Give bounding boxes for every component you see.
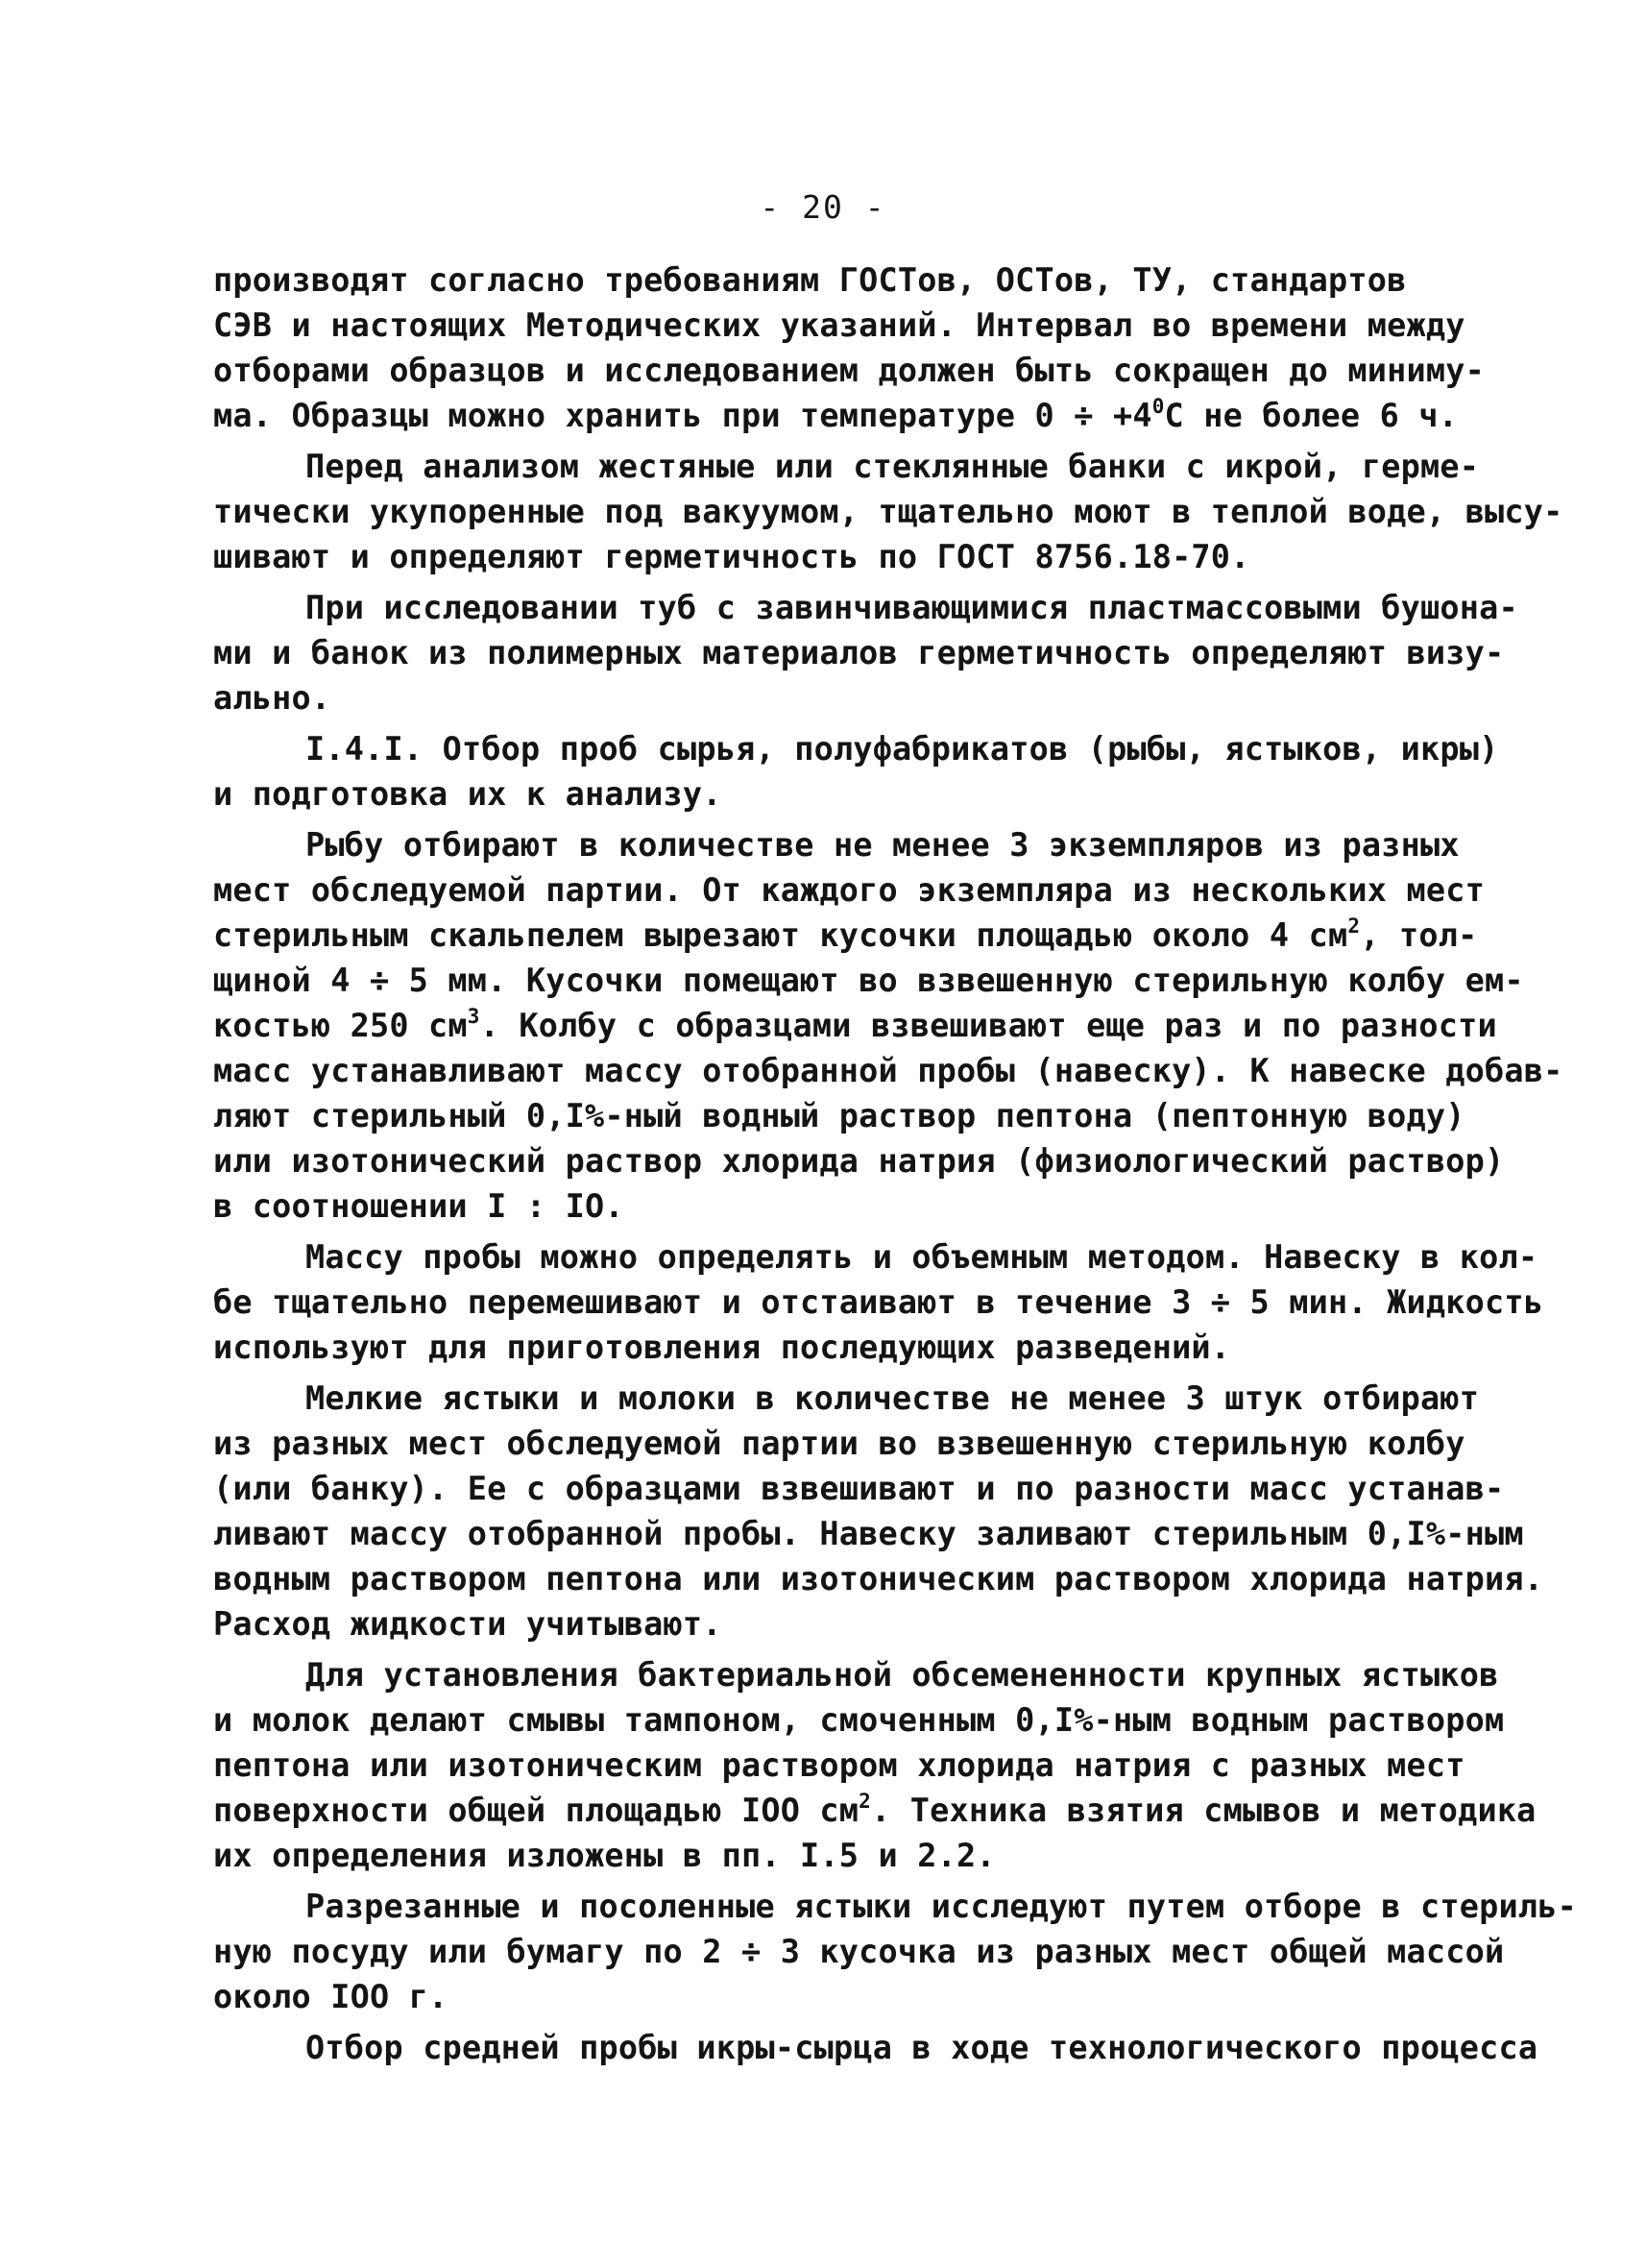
paragraph [213,257,1485,438]
paragraph [213,1884,1577,2019]
text-run: из разных мест обследуемой партии во взвешенную стерильную колбу [213,1425,1465,1462]
text-line [213,1183,1481,1229]
text-run: водным раствором пептона или изотоническим раствором хлорида натрия. [213,1560,1544,1597]
text-run: около IOO г. [213,1978,448,2015]
text-line [213,1138,1505,1183]
text-run: в соотношении I : IO. [213,1187,624,1225]
paragraph [213,726,1499,817]
text-run: Массу пробы можно определять и объемным методом. Навеску в кол- [305,1238,1538,1276]
text-run: Разрезанные и посоленные ястыки исследуют путем отборе в стериль- [305,1888,1577,1925]
text-line [213,348,1485,393]
text-line [213,1697,1505,1743]
text-run: бе тщательно перемешивают и отстаивают в течение 3 ÷ 5 мин. Жидкость [213,1283,1544,1321]
text-run: С не более 6 ч. [1164,397,1459,434]
text-run: или изотонический раствор хлорида натрия (физиологический раствор) [213,1142,1505,1180]
text-run: тически укупоренные под вакуумом, тщательно моют в теплой воде, высу- [213,493,1563,530]
text-line [213,630,1505,675]
text-line [213,1048,1563,1093]
text-run: ально. [213,679,331,717]
text-line [213,1974,1481,2019]
paragraph [213,585,1518,720]
page-number: - 20 - [760,188,886,226]
text-line [213,257,1481,303]
text-run: Для установления бактериальной обсемененности крупных ястыков [305,1656,1499,1694]
text-line [213,1093,1481,1138]
text-line [213,1234,1538,1280]
text-line [213,444,1481,489]
text-run: . Техника взятия смывов и методика [871,1792,1537,1829]
text-line [213,726,1499,771]
text-run: костью 250 см [213,1007,468,1044]
text-run: масс устанавливают массу отобранной пробы (навеску). К навеске добав- [213,1052,1563,1089]
text-run: производят согласно требованиям ГОСТов, ОСТов, ТУ, стандартов [213,261,1407,299]
text-run: Мелкие ястыки и молоки в количестве не менее 3 штук отбирают [305,1379,1480,1417]
text-line [213,489,1563,534]
text-run: отборами образцов и исследованием должен быть сокращен до миниму- [213,352,1485,389]
paragraph [213,444,1563,579]
text-line [213,1652,1499,1697]
text-line [213,2025,1538,2070]
text-run: шивают и определяют герметичность по ГОСТ 8756.18-70. [213,538,1250,575]
superscript: 2 [1347,915,1361,938]
text-run: При исследовании туб с завинчивающимися пластмассовыми бушона- [305,589,1518,626]
text-line [213,393,1481,438]
text-run: ми и банок из полимерных материалов герметичность определяют визу- [213,634,1505,671]
text-run: поверхности общей площадью IOO см [213,1792,859,1829]
text-run: их определения изложены в пп. I.5 и 2.2. [213,1837,996,1874]
superscript: 2 [859,1790,872,1813]
superscript: 0 [1151,395,1165,418]
text-run: Расход жидкости учитывают. [213,1605,722,1643]
text-line [213,1743,1481,1788]
text-line [213,1929,1505,1974]
text-run: мест обследуемой партии. От каждого экземпляра из нескольких мест [213,871,1485,909]
text-run: щиной 4 ÷ 5 мм. Кусочки помещают во взвешенную стерильную колбу ем- [213,962,1524,999]
text-run: (или банку). Ее с образцами взвешивают и по разности масс устанав- [213,1470,1505,1507]
text-line [213,534,1481,579]
text-line [213,771,1481,817]
document-body [213,257,1577,2070]
text-line [213,1376,1481,1421]
text-line [213,303,1481,348]
text-line [213,675,1481,720]
superscript: 3 [467,1005,480,1028]
text-run: СЭВ и настоящих Методических указаний. Интервал во времени между [213,306,1465,344]
text-line [213,1511,1524,1556]
text-line [213,1833,1481,1878]
text-run: . Колбу с образцами взвешивают еще раз и по разности [479,1007,1497,1044]
text-run: , тол- [1360,916,1478,954]
text-line [213,822,1481,867]
paragraph [213,1652,1537,1878]
paragraph [213,1234,1544,1370]
text-run: ливают массу отобранной пробы. Навеску заливают стерильным 0,I%-ным [213,1515,1524,1552]
text-line [213,958,1524,1003]
text-line [213,1788,1537,1833]
text-run: ма. Образцы можно хранить при температуре 0 ÷ +4 [213,397,1152,434]
text-run: Рыбу отбирают в количестве не менее 3 экземпляров из разных [305,826,1460,864]
text-line [213,585,1518,630]
text-run: и подготовка их к анализу. [213,775,722,813]
text-run: пептона или изотоническим раствором хлорида натрия с разных мест [213,1746,1465,1784]
text-run: стерильным скальпелем вырезают кусочки площадью около 4 см [213,916,1348,954]
text-line [213,1466,1505,1511]
text-run: ную посуду или бумагу по 2 ÷ 3 кусочка из разных мест общей массой [213,1933,1505,1970]
paragraph [213,822,1563,1229]
text-line [213,913,1481,958]
text-run: и молок делают смывы тампоном, смоченным 0,I%-ным водным раствором [213,1701,1505,1739]
paragraph [213,2025,1538,2070]
text-line [213,1325,1481,1370]
text-run: используют для приготовления последующих разведений. [213,1329,1231,1366]
text-line [213,1421,1481,1466]
text-run: I.4.I. Отбор проб сырья, полуфабрикатов (рыбы, ястыков, икры) [305,730,1499,768]
text-run: Отбор средней пробы икры-сырца в ходе технологического процесса [305,2029,1538,2066]
text-line [213,867,1485,913]
text-line [213,1556,1544,1601]
text-line [213,1884,1577,1929]
text-run: Перед анализом жестяные или стеклянные банки с икрой, герме- [305,448,1480,485]
paragraph [213,1376,1544,1646]
text-line [213,1280,1544,1325]
text-run: ляют стерильный 0,I%-ный водный раствор пептона (пептонную воду) [213,1097,1465,1134]
text-line [213,1601,1481,1646]
text-line [213,1003,1497,1048]
